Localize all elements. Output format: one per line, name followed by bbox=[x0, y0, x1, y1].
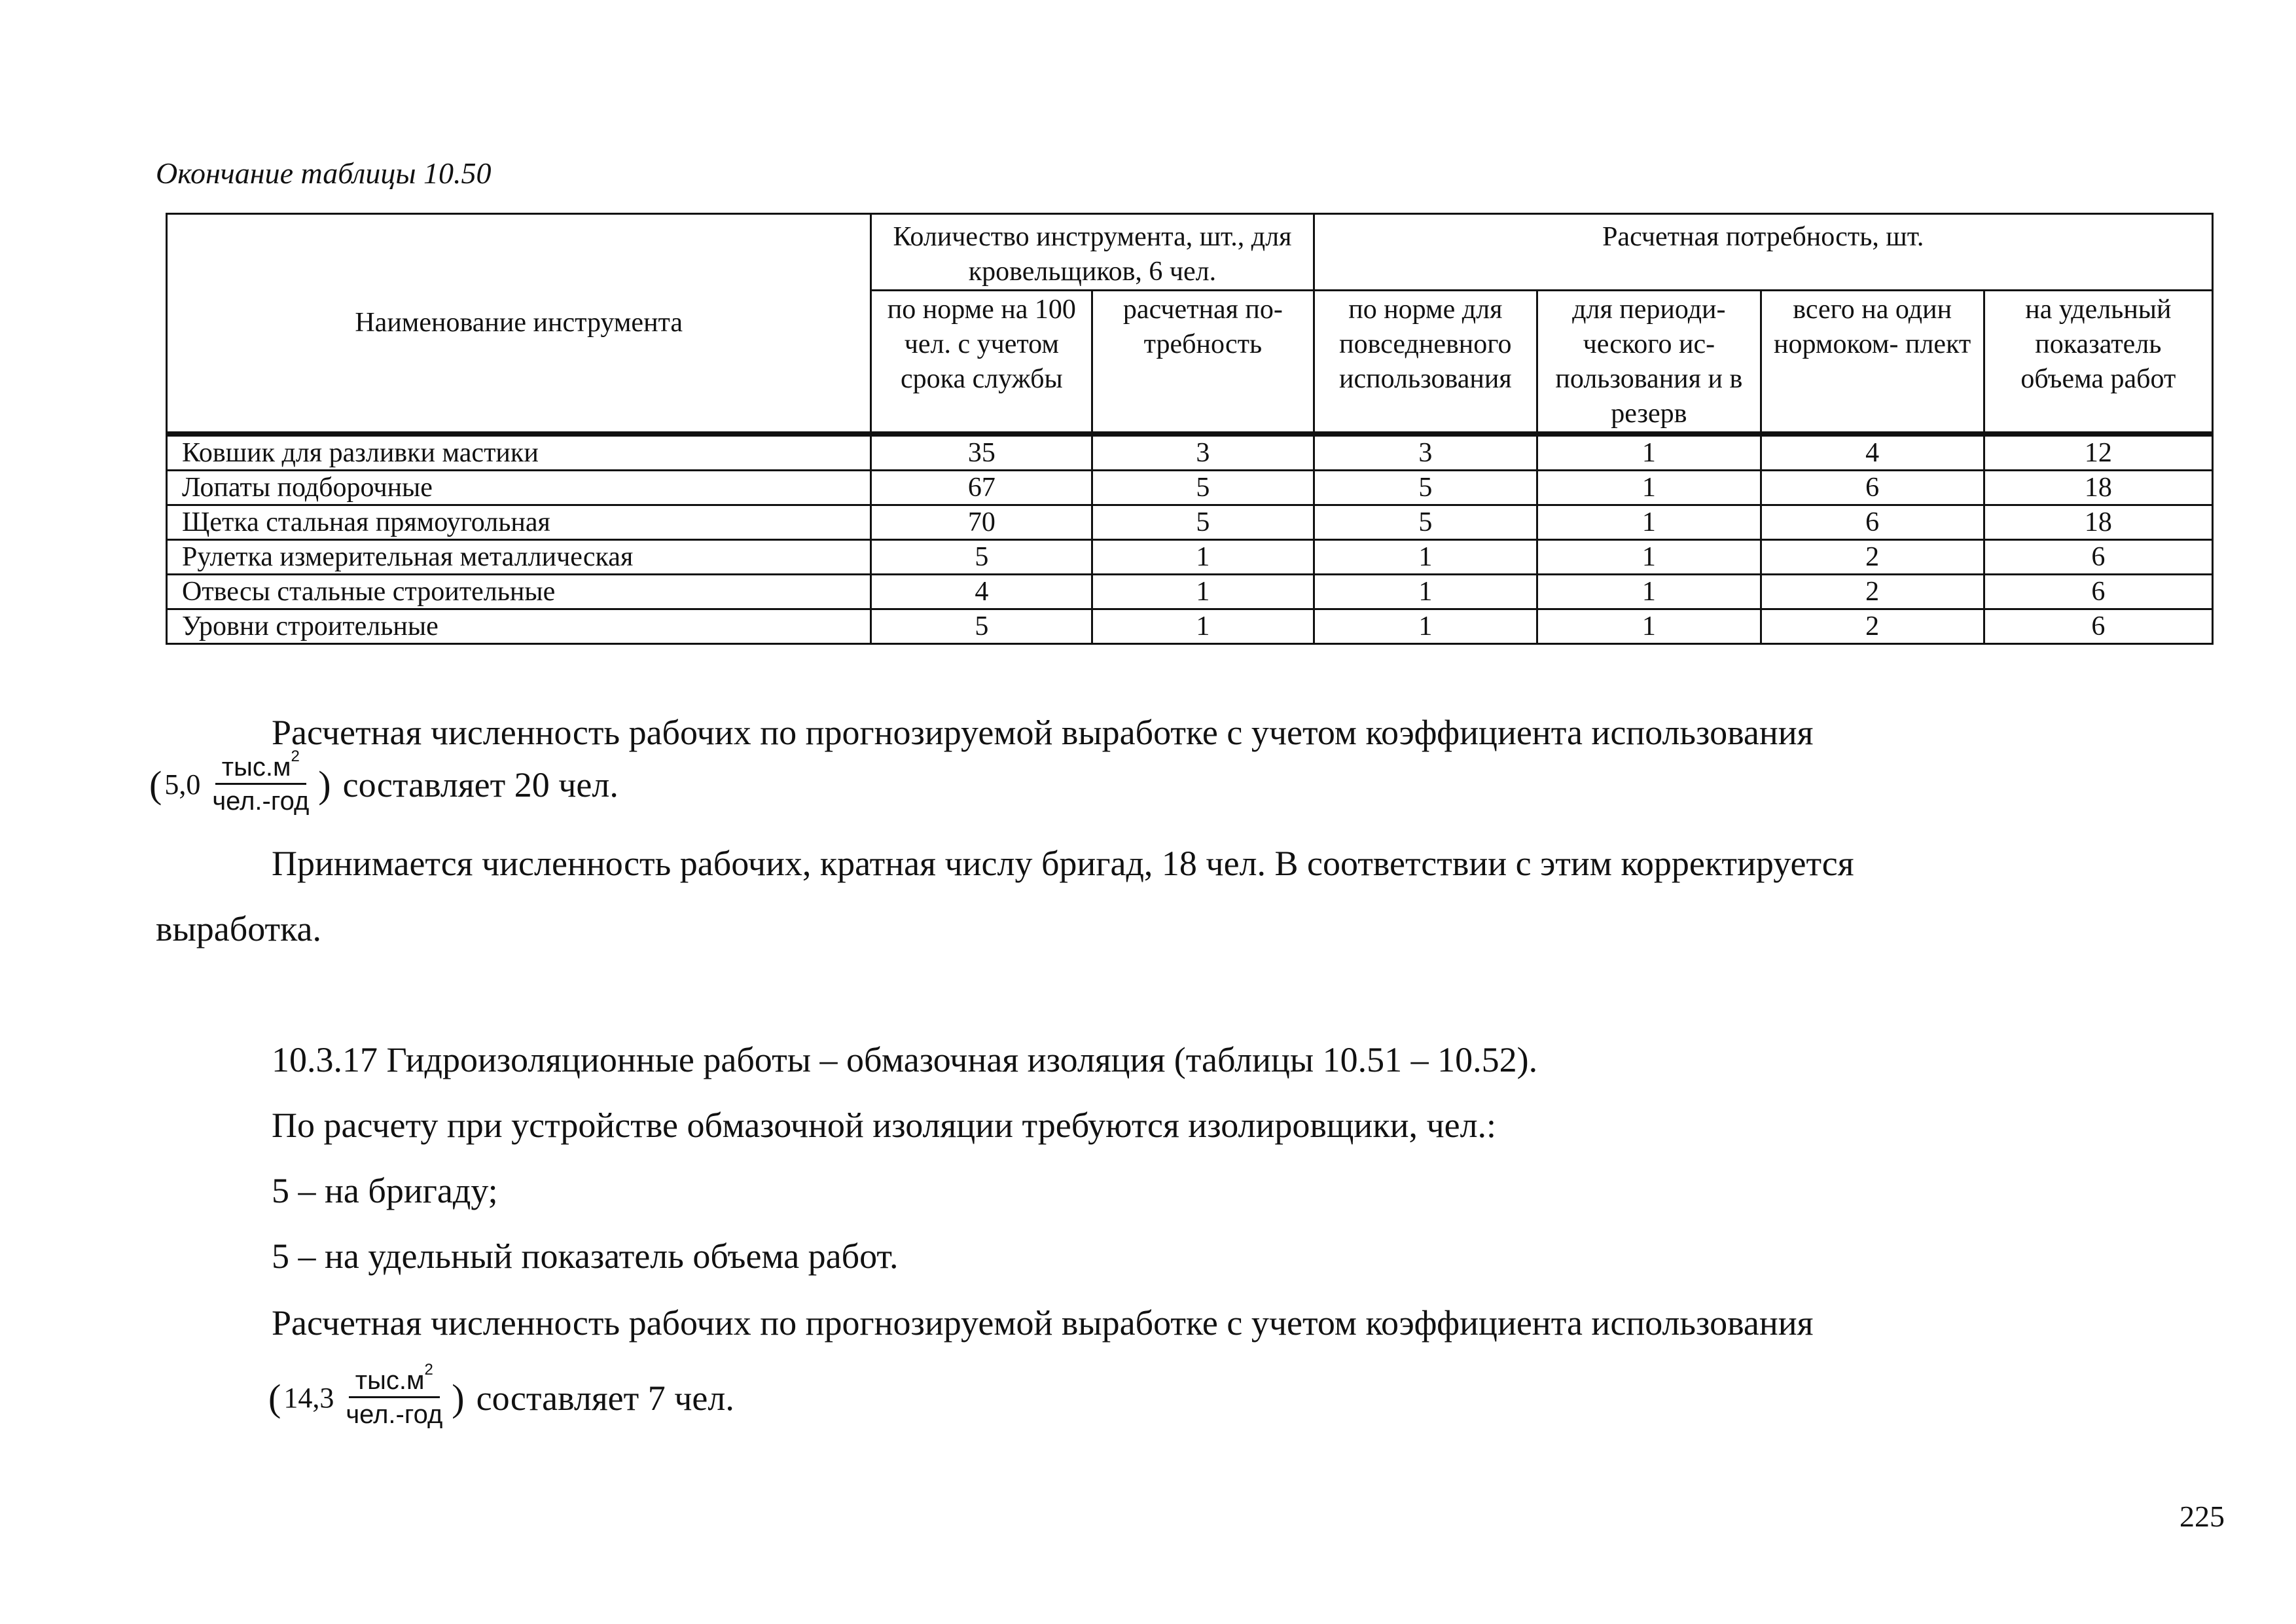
row-value: 1 bbox=[1092, 609, 1314, 644]
row-value: 1 bbox=[1537, 540, 1761, 575]
row-tool-name: Уровни строительные bbox=[167, 609, 871, 644]
table-row bbox=[167, 609, 2213, 644]
row-value: 1 bbox=[1537, 434, 1761, 471]
row-value: 1 bbox=[1537, 575, 1761, 609]
row-value: 67 bbox=[871, 471, 1092, 505]
subheader-calc-need: расчетная по- требность bbox=[1092, 291, 1314, 435]
formula-fraction bbox=[339, 1361, 449, 1431]
row-value: 1 bbox=[1314, 540, 1537, 575]
row-value: 6 bbox=[1761, 505, 1984, 540]
subheader-periodic-use: для периоди- ческого ис- пользования и в резерв bbox=[1537, 291, 1761, 435]
row-value: 6 bbox=[1984, 540, 2212, 575]
open-paren: ( bbox=[149, 763, 162, 806]
paragraph-calc-workers-2: Расчетная численность рабочих по прогнозируемой выработке с учетом коэффициента использования bbox=[272, 1303, 1814, 1343]
open-paren: ( bbox=[268, 1377, 281, 1419]
formula-coefficient-1 bbox=[149, 748, 619, 818]
row-tool-name: Лопаты подборочные bbox=[167, 471, 871, 505]
subheader-specific-volume: на удельный показатель объема работ bbox=[1984, 291, 2212, 435]
table-caption: Окончание таблицы 10.50 bbox=[156, 156, 492, 190]
row-value: 1 bbox=[1314, 575, 1537, 609]
row-value: 18 bbox=[1984, 471, 2212, 505]
header-group-quantity: Количество инструмента, шт., для кровельщиков, 6 чел. bbox=[871, 214, 1314, 291]
row-tool-name: Щетка стальная прямоугольная bbox=[167, 505, 871, 540]
header-group-demand: Расчетная потребность, шт. bbox=[1314, 214, 2213, 291]
row-value: 3 bbox=[1314, 434, 1537, 471]
subheader-daily-use: по норме для повседневного использования bbox=[1314, 291, 1537, 435]
formula-fraction bbox=[206, 748, 315, 818]
row-value: 1 bbox=[1537, 609, 1761, 644]
row-value: 5 bbox=[1092, 505, 1314, 540]
fraction-denominator: чел.-год bbox=[212, 787, 310, 816]
row-value: 70 bbox=[871, 505, 1092, 540]
formula-coef: 14,3 bbox=[283, 1382, 334, 1414]
table-row bbox=[167, 575, 2213, 609]
row-value: 5 bbox=[871, 609, 1092, 644]
table-header-row bbox=[167, 214, 2213, 291]
section-heading-10-3-17: 10.3.17 Гидроизоляционные работы – обмазочная изоляция (таблицы 10.51 – 10.52). bbox=[272, 1040, 1538, 1079]
formula-tail: составляет 20 чел. bbox=[342, 765, 619, 804]
fraction-numerator: $тыс.м^2$ bbox=[349, 1365, 440, 1398]
row-tool-name: Рулетка измерительная металлическая bbox=[167, 540, 871, 575]
row-value: 1 bbox=[1092, 540, 1314, 575]
row-tool-name: Отвесы стальные строительные bbox=[167, 575, 871, 609]
formula-tail: составляет 7 чел. bbox=[476, 1378, 734, 1418]
row-value: 6 bbox=[1761, 471, 1984, 505]
row-value: 1 bbox=[1092, 575, 1314, 609]
row-value: 2 bbox=[1761, 609, 1984, 644]
row-value: 2 bbox=[1761, 575, 1984, 609]
table-row bbox=[167, 540, 2213, 575]
subheader-norm-100: по норме на 100 чел. с учетом срока службы bbox=[871, 291, 1092, 435]
subheader-set-total: всего на один нормоком- плект bbox=[1761, 291, 1984, 435]
table-row bbox=[167, 434, 2213, 471]
row-value: 4 bbox=[1761, 434, 1984, 471]
row-value: 35 bbox=[871, 434, 1092, 471]
row-value: 18 bbox=[1984, 505, 2212, 540]
row-value: 5 bbox=[1314, 471, 1537, 505]
row-value: 12 bbox=[1984, 434, 2212, 471]
row-tool-name: Ковшик для разливки мастики bbox=[167, 434, 871, 471]
close-paren: ) bbox=[452, 1377, 465, 1419]
paragraph-accepted-workers-cont: выработка. bbox=[156, 909, 321, 948]
fraction-numerator: $тыс.м^2$ bbox=[215, 751, 306, 785]
row-value: 5 bbox=[1314, 505, 1537, 540]
row-value: 3 bbox=[1092, 434, 1314, 471]
row-value: 1 bbox=[1537, 471, 1761, 505]
row-value: 1 bbox=[1314, 609, 1537, 644]
table-row bbox=[167, 471, 2213, 505]
row-value: 6 bbox=[1984, 575, 2212, 609]
close-paren: ) bbox=[318, 763, 331, 806]
paragraph-specific-volume: 5 – на удельный показатель объема работ. bbox=[272, 1236, 899, 1276]
row-value: 1 bbox=[1537, 505, 1761, 540]
paragraph-calc-workers-1: Расчетная численность рабочих по прогнозируемой выработке с учетом коэффициента использования bbox=[272, 713, 1814, 752]
row-value: 2 bbox=[1761, 540, 1984, 575]
row-value: 6 bbox=[1984, 609, 2212, 644]
paragraph-accepted-workers: Принимается численность рабочих, кратная числу бригад, 18 чел. В соответствии с этим корректируется bbox=[272, 844, 1854, 883]
formula-coefficient-2 bbox=[268, 1361, 734, 1431]
tools-table bbox=[166, 213, 2214, 645]
paragraph-insulators: По расчету при устройстве обмазочной изоляции требуются изолировщики, чел.: bbox=[272, 1106, 1497, 1145]
page-number: 225 bbox=[2179, 1500, 2225, 1533]
row-value: 4 bbox=[871, 575, 1092, 609]
fraction-denominator: чел.-год bbox=[346, 1400, 443, 1429]
paragraph-brigade: 5 – на бригаду; bbox=[272, 1171, 498, 1210]
formula-coef: 5,0 bbox=[164, 768, 201, 801]
table-row bbox=[167, 505, 2213, 540]
row-value: 5 bbox=[871, 540, 1092, 575]
row-value: 5 bbox=[1092, 471, 1314, 505]
header-tool-name: Наименование инструмента bbox=[167, 214, 871, 435]
